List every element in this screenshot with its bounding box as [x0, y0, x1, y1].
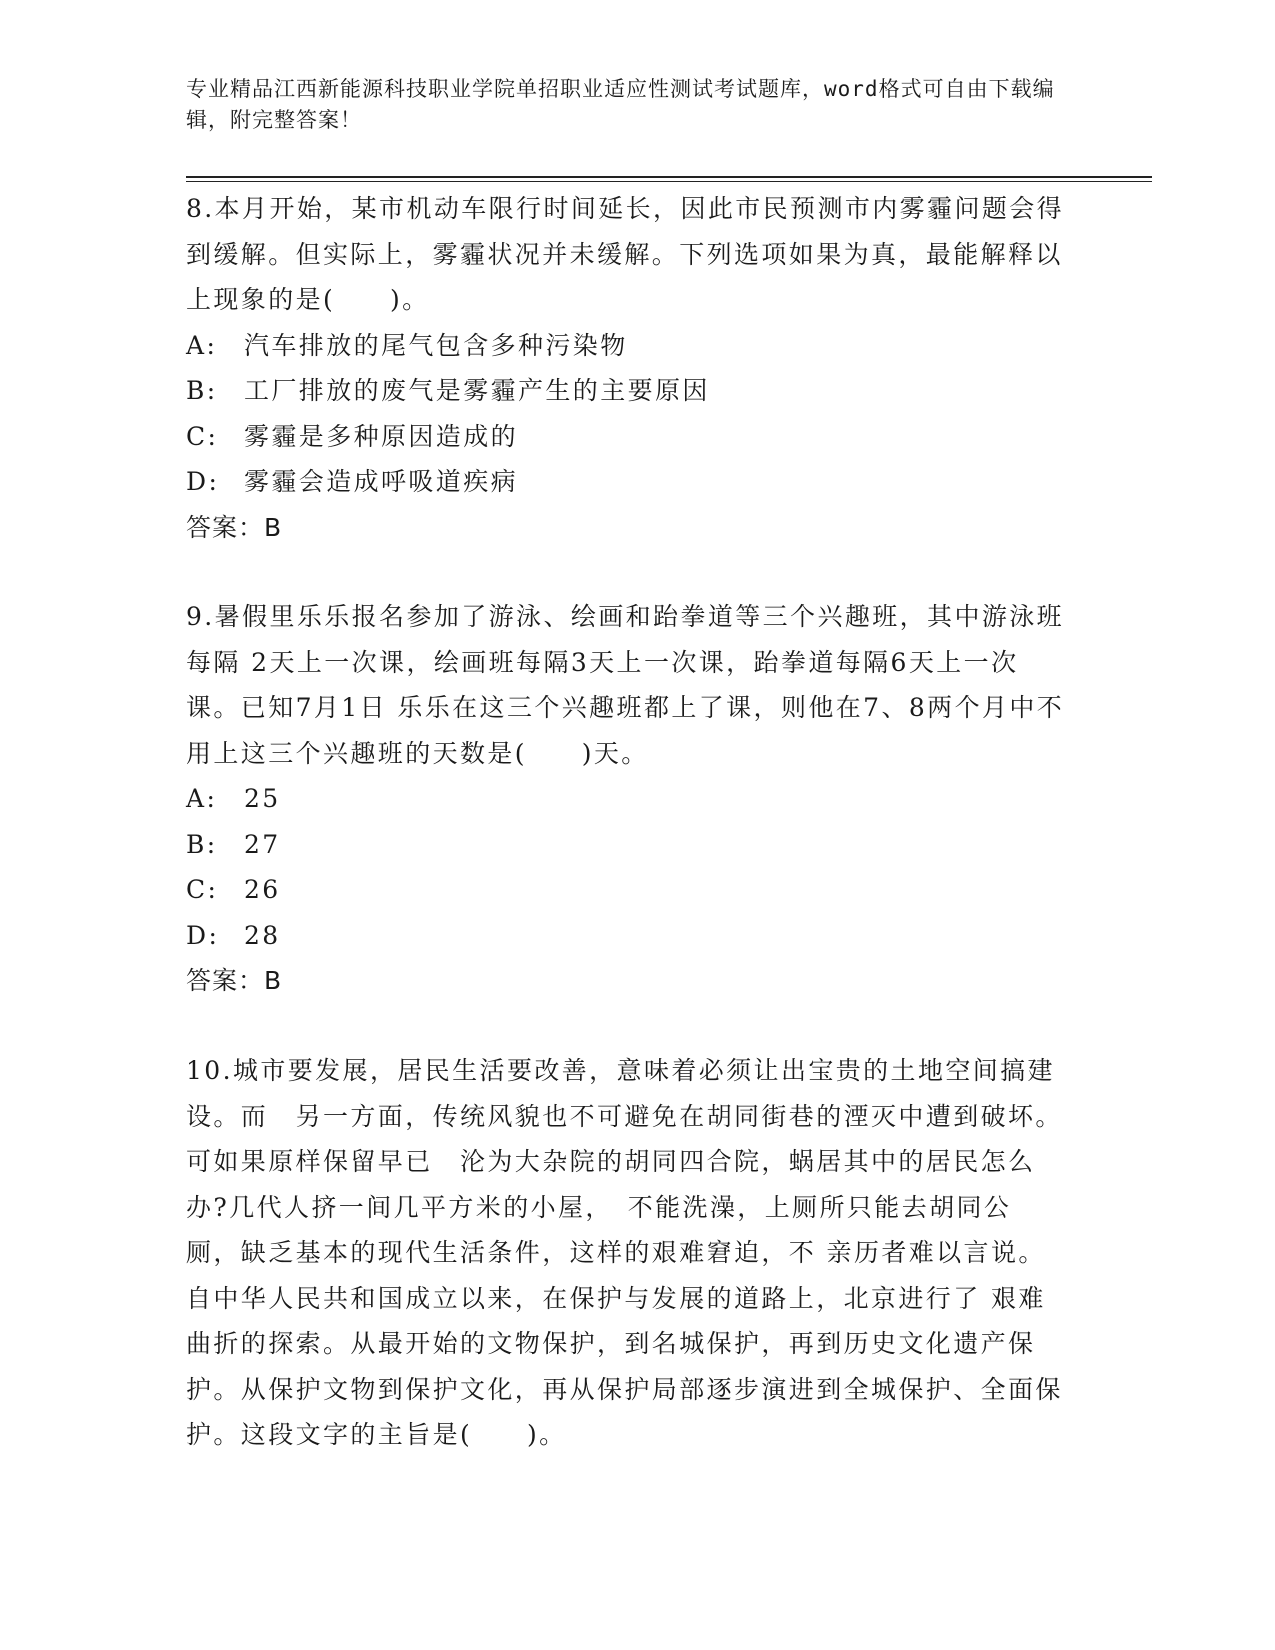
- option-text: 雾霾是多种原因造成的: [244, 421, 519, 451]
- option-c: [186, 867, 1066, 913]
- option-c: [186, 414, 1066, 460]
- option-text: 28: [244, 920, 281, 950]
- option-text: 26: [244, 875, 281, 904]
- option-label: B:: [186, 376, 218, 405]
- option-label: A:: [186, 784, 218, 813]
- option-text: 工厂排放的废气是雾霾产生的主要原因: [244, 376, 710, 405]
- option-label: D:: [186, 467, 220, 496]
- option-a: [186, 776, 1066, 822]
- option-text: 汽车排放的尾气包含多种污染物: [244, 330, 628, 360]
- header-rule-thick: [186, 176, 1152, 178]
- question-10: [186, 1048, 1066, 1458]
- option-label: C:: [186, 421, 219, 451]
- question-stem: 10.城市要发展，居民生活要改善，意味着必须让出宝贵的土地空间搞建设。而 另一方面，传统风貌也不可避免在胡同街巷的湮灭中遭到破坏。可如果原样保留早已 沦为大杂院的胡同四合院，蜗居其中的居民怎么办?几代人挤一间几平方米的小屋， 不能洗澡，上厕所只能去胡同公厕，缺乏基本的现代生活条件，这样的艰难窘迫，不 亲历者难以言说。自中华人民共和国成立以来，在保护与发展的道路上，北京进行了 艰难曲折的探索。从最开始的文物保护，到名城保护，再到历史文化遗产保护。从保护文物到保护文化，再从保护局部逐步演进到全城保护、全面保护。这段文字的主旨是( )。: [186, 1056, 1063, 1449]
- header-rule-thin: [186, 181, 1152, 182]
- option-label: C:: [186, 875, 219, 904]
- answer-line: 答案：B: [186, 512, 283, 542]
- question-9: [186, 594, 1066, 1003]
- option-text: 27: [244, 829, 281, 859]
- option-d: [186, 459, 1066, 505]
- option-label: A:: [186, 330, 218, 360]
- option-a: [186, 323, 1066, 369]
- question-8: [186, 186, 1066, 550]
- option-label: D:: [186, 920, 220, 950]
- document-header: 专业精品江西新能源科技职业学院单招职业适应性测试考试题库，word格式可自由下载编辑，附完整答案！: [186, 77, 1055, 132]
- option-text: 雾霾会造成呼吸道疾病: [244, 467, 519, 496]
- option-d: [186, 913, 1066, 959]
- question-stem: 9.暑假里乐乐报名参加了游泳、绘画和跆拳道等三个兴趣班，其中游泳班每隔 2天上一次课，绘画班每隔3天上一次课，跆拳道每隔6天上一次课。已知7月1日 乐乐在这三个兴趣班都上了课，则他在7、8两个月中不用上这三个兴趣班的天数是( )天。: [186, 602, 1065, 768]
- option-b: [186, 368, 1066, 414]
- answer-line: 答案：B: [186, 966, 283, 995]
- option-b: [186, 822, 1066, 868]
- option-label: B:: [186, 829, 218, 859]
- question-stem: 8.本月开始，某市机动车限行时间延长，因此市民预测市内雾霾问题会得到缓解。但实际上，雾霾状况并未缓解。下列选项如果为真，最能解释以上现象的是( )。: [186, 194, 1065, 314]
- option-text: 25: [244, 784, 281, 813]
